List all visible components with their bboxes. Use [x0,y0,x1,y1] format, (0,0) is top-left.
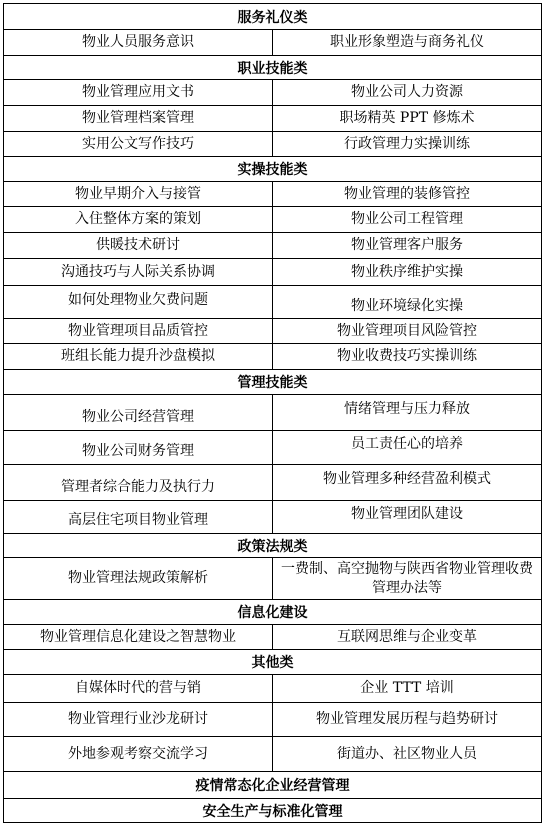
course-cell: 物业管理项目品质管控 [4,319,273,343]
course-cell: 街道办、社区物业人员 [337,745,477,762]
table-row [4,319,541,344]
course-cell: 物业管理档案管理 [4,106,273,131]
course-cell: 班组长能力提升沙盘模拟 [4,344,273,369]
course-cell: 物业秩序维护实操 [351,263,463,280]
course-cell: 物业管理法规政策解析 [4,558,273,599]
table-row [4,395,541,431]
table-row [4,703,541,737]
table-row [4,233,541,259]
section-header-informatization [4,600,541,625]
table-row [4,30,541,56]
course-cell: 物业管理客户服务 [351,237,463,253]
course-cell: 物业管理项目风险管控 [337,322,477,339]
course-cell: 物业公司工程管理 [351,211,463,227]
course-cell: 物业公司人力资源 [351,84,463,100]
course-cell: 物业收费技巧实操训练 [337,348,477,364]
course-cell: 职业形象塑造与商务礼仪 [330,34,484,50]
section-title: 服务礼仪类 [237,9,308,26]
course-cell: 沟通技巧与人际关系协调 [4,259,273,285]
course-cell: 供暖技术研讨 [4,233,273,258]
table-row [4,259,541,286]
course-cell: 物业管理的装修管控 [344,185,470,202]
course-cell: 物业管理应用文书 [4,80,273,105]
table-row [4,501,541,534]
table-row [4,737,541,772]
course-cell: 物业管理团队建设 [351,506,463,522]
table-row [4,80,541,106]
section-header-practical-skills [4,157,541,182]
course-cell: 企业 TTT 培训 [360,680,454,696]
course-cell: 自媒体时代的营与销 [4,675,273,702]
table-row [4,182,541,207]
course-cell: 物业早期介入与接管 [4,182,273,206]
section-header-etiquette [4,4,541,30]
table-row [4,431,541,465]
section-title: 职业技能类 [237,60,308,77]
course-cell: 实用公文写作技巧 [4,132,273,156]
section-title: 实操技能类 [237,162,308,178]
course-cell: 外地参观考察交流学习 [4,737,273,771]
course-cell: 行政管理力实操训练 [344,135,470,152]
course-catalog-table [3,3,542,823]
course-cell: 物业管理发展历程与趋势研讨 [316,711,498,727]
course-cell: 如何处理物业欠费问题 [4,286,273,318]
section-title: 管理技能类 [237,375,308,391]
table-row [4,132,541,157]
course-cell: 物业公司财务管理 [4,431,273,464]
section-title: 政策法规类 [237,538,308,555]
section-header-safety-standardization [4,799,541,822]
table-row [4,106,541,132]
section-title: 疫情常态化企业经营管理 [195,778,350,794]
course-cell: 物业管理多种经营盈利模式 [323,471,491,487]
course-cell: 入住整体方案的策划 [4,207,273,232]
course-cell: 物业管理行业沙龙研讨 [4,703,273,736]
table-row [4,625,541,650]
table-row [4,286,541,319]
table-row [4,207,541,233]
section-title: 其他类 [251,655,294,671]
course-cell: 高层住宅项目物业管理 [4,501,273,533]
course-cell: 互联网思维与企业变革 [337,628,477,645]
section-title: 信息化建设 [237,605,308,621]
section-header-professional-skills [4,56,541,80]
course-cell: 一费制、高空抛物与陕西省物业管理收费管理办法等 [281,560,533,596]
section-header-epidemic-management [4,772,541,799]
course-cell: 物业人员服务意识 [4,30,273,55]
table-row [4,344,541,370]
course-cell: 员工责任心的培养 [351,436,463,452]
section-header-management-skills [4,370,541,395]
course-cell: 情绪管理与压力释放 [344,401,470,417]
section-header-policy-regulations [4,534,541,558]
course-cell: 物业管理信息化建设之智慧物业 [4,625,273,649]
section-title: 安全生产与标准化管理 [202,803,343,820]
course-cell: 物业公司经营管理 [4,395,273,430]
course-cell: 管理者综合能力及执行力 [4,465,273,500]
course-cell: 物业环境绿化实操 [351,298,463,314]
table-row [4,465,541,501]
table-row [4,675,541,703]
course-cell: 职场精英 PPT 修炼术 [339,110,475,126]
section-header-others [4,650,541,675]
table-row [4,558,541,600]
